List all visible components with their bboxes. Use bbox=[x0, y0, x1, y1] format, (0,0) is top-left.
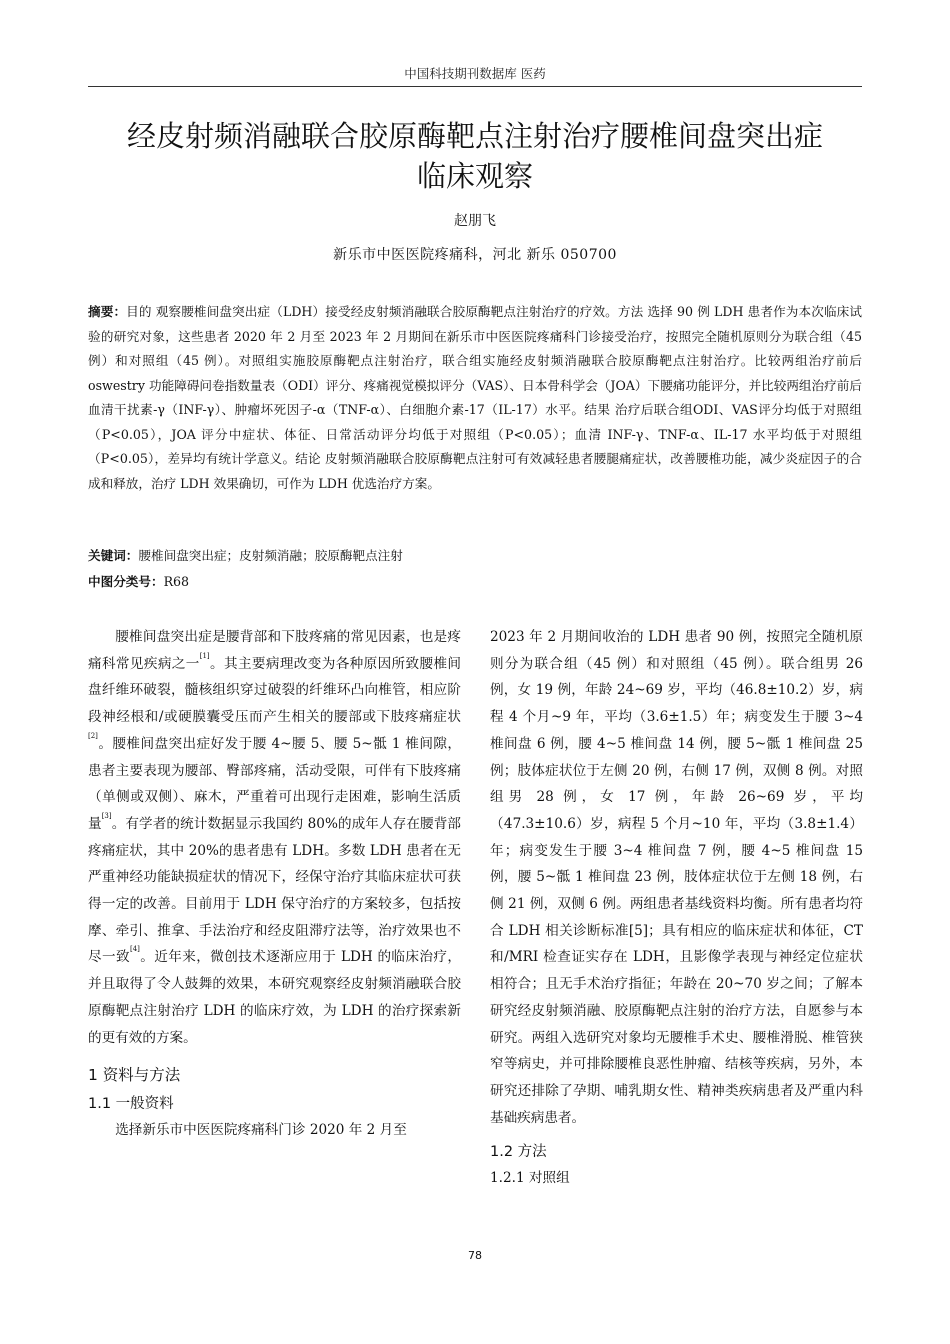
section-heading-1-1: 1.1 一般资料 bbox=[88, 1096, 174, 1113]
citation-4: [4] bbox=[129, 945, 140, 954]
abstract bbox=[88, 300, 862, 496]
citation-1: [1] bbox=[199, 651, 210, 660]
paper-title bbox=[88, 116, 862, 196]
intro-paragraph bbox=[88, 624, 461, 1051]
intro-text-1: 腰椎间盘突出症是腰背部和下肢疼痛的常见因素，也是疼痛科常见疾病之一 bbox=[88, 629, 461, 672]
intro-text-2: 。其主要病理改变为各种原因所致腰椎间盘纤维环破裂，髓核组织穿过破裂的纤维环凸向椎管，相应阶段神经根和/或硬膜囊受压而产生相关的腰部或下肢疼痛症状 bbox=[88, 655, 462, 726]
section-heading-1-2-1: 1.2.1 对照组 bbox=[490, 1170, 570, 1187]
general-data-paragraph-cont: 2023 年 2 月期间收治的 LDH 患者 90 例，按照完全随机原则分为联合组（45 例）和对照组（45 例）。联合组男 26 例，女 19 例，年龄 24~69 岁，平均（46.8±10.2）岁，病程 4 个月~9 年，平均（3.6±1.5）年；病变发生于腰 3~4 椎间盘 6 例，腰 4~5 椎间盘 14 例，腰 5~骶 1 椎间盘 25 例；肢体症状位于左侧 20 例，右侧 17 例，双侧 8 例。对照组男 28 例，女 17 例，年龄 26~69 岁，平均（47.3±10.6）岁，病程 5 个月~10 年，平均（3.8±1.4）年；病变发生于腰 3~4 椎间盘 7 例，腰 4~5 椎间盘 15 例，腰 5~骶 1 椎间盘 23 例，肢体症状位于左侧 18 例，右侧 21 例，双侧 6 例。两组患者基线资料均衡。所有患者均符合 LDH 相关诊断标准[5]；具有相应的临床症状和体征，CT 和/MRI 检查证实存在 LDH，且影像学表现与神经定位症状相符合；且无手术治疗指征；年龄在 20~70 岁之间；了解本研究经皮射频消融、胶原酶靶点注射的治疗方法，自愿参与本研究。两组入选研究对象均无腰椎手术史、腰椎滑脱、椎管狭窄等病史，并可排除腰椎良恶性肿瘤、结核等疾病，另外，本研究还排除了孕期、哺乳期女性、精神类疾病患者及严重内科基础疾病患者。 bbox=[490, 629, 863, 1126]
keywords-label: 关键词： bbox=[88, 548, 139, 563]
intro-text-4: 。有学者的统计数据显示我国约 80%的成年人存在腰背部疼痛症状，其中 20%的患者患有 LDH。多数 LDH 患者在无严重神经功能缺损症状的情况下，经保守治疗其临床症状可获得一定的改善。目前用于 LDH 保守治疗的方案较多，包括按摩、牵引、推拿、手法治疗和经皮阻滞疗法等，治疗效果也不尽一致 bbox=[88, 815, 461, 966]
classification-label: 中图分类号： bbox=[88, 574, 164, 589]
abstract-text: 目的 观察腰椎间盘突出症（LDH）接受经皮射频消融联合胶原酶靶点注射治疗的疗效。方法 选择 90 例 LDH 患者作为本次临床试验的研究对象，这些患者 2020 年 2 月至 2023 年 2 月期间在新乐市中医医院疼痛科门诊接受治疗，按照完全随机原则分为联合组（45 例）和对照组（45 例）。对照组实施胶原酶靶点注射治疗，联合组实施经皮射频消融联合胶原酶靶点注射治疗。比较两组治疗前后 oswestry 功能障碍问卷指数量表（ODI）评分、疼痛视觉模拟评分（VAS）、日本骨科学会（JOA）下腰痛功能评分，并比较两组治疗前后血清干扰素-γ（INF-γ）、肿瘤坏死因子-α（TNF-α）、白细胞介素-17（IL-17）水平。结果 治疗后联合组ODI、VAS评分均低于对照组（P<0.05），JOA 评分中症状、体征、日常活动评分均低于对照组（P<0.05）；血清 INF-γ、TNF-α、IL-17 水平均低于对照组（P<0.05），差异均有统计学意义。结论 皮射频消融联合胶原酶靶点注射可有效减轻患者腰腿痛症状，改善腰椎功能，减少炎症因子的合成和释放，治疗 LDH 效果确切，可作为 LDH 优选治疗方案。 bbox=[88, 304, 862, 491]
section-heading-1-2: 1.2 方法 bbox=[490, 1144, 547, 1161]
journal-header: 中国科技期刊数据库 医药 bbox=[404, 66, 546, 81]
author: 赵朋飞 bbox=[454, 213, 496, 229]
keywords-text: 腰椎间盘突出症；皮射频消融；胶原酶靶点注射 bbox=[138, 548, 403, 563]
title-line-1: 经皮射频消融联合胶原酶靶点注射治疗腰椎间盘突出症 bbox=[126, 119, 823, 153]
left-column bbox=[88, 624, 461, 1144]
classification-text: R68 bbox=[163, 574, 190, 589]
citation-3: [3] bbox=[101, 811, 112, 820]
intro-text-5: 。近年来，微创技术逐渐应用于 LDH 的临床治疗，并且取得了令人鼓舞的效果，本研究观察经皮射频消融联合胶原酶靶点注射治疗 LDH 的临床疗效，为 LDH 的治疗探索新的更有效的方案。 bbox=[88, 949, 462, 1046]
section-heading-1: 1 资料与方法 bbox=[88, 1066, 181, 1085]
abstract-label: 摘要： bbox=[88, 304, 127, 319]
header-rule bbox=[88, 86, 862, 87]
keywords bbox=[88, 544, 862, 568]
general-data-paragraph-start: 选择新乐市中医医院疼痛科门诊 2020 年 2 月至 bbox=[115, 1122, 407, 1139]
citation-2: [2] bbox=[88, 731, 98, 740]
classification bbox=[88, 570, 862, 594]
intro-text-3: 。腰椎间盘突出症好发于腰 4~腰 5、腰 5~骶 1 椎间隙，患者主要表现为腰部、臀部疼痛，活动受限，可伴有下肢疼痛（单侧或双侧）、麻木，严重着可出现行走困难，影响生活质量 bbox=[88, 735, 461, 832]
right-column bbox=[490, 624, 863, 1191]
page-number: 78 bbox=[468, 1249, 482, 1262]
affiliation: 新乐市中医医院疼痛科，河北 新乐 050700 bbox=[333, 247, 617, 263]
title-line-2: 临床观察 bbox=[416, 159, 533, 193]
